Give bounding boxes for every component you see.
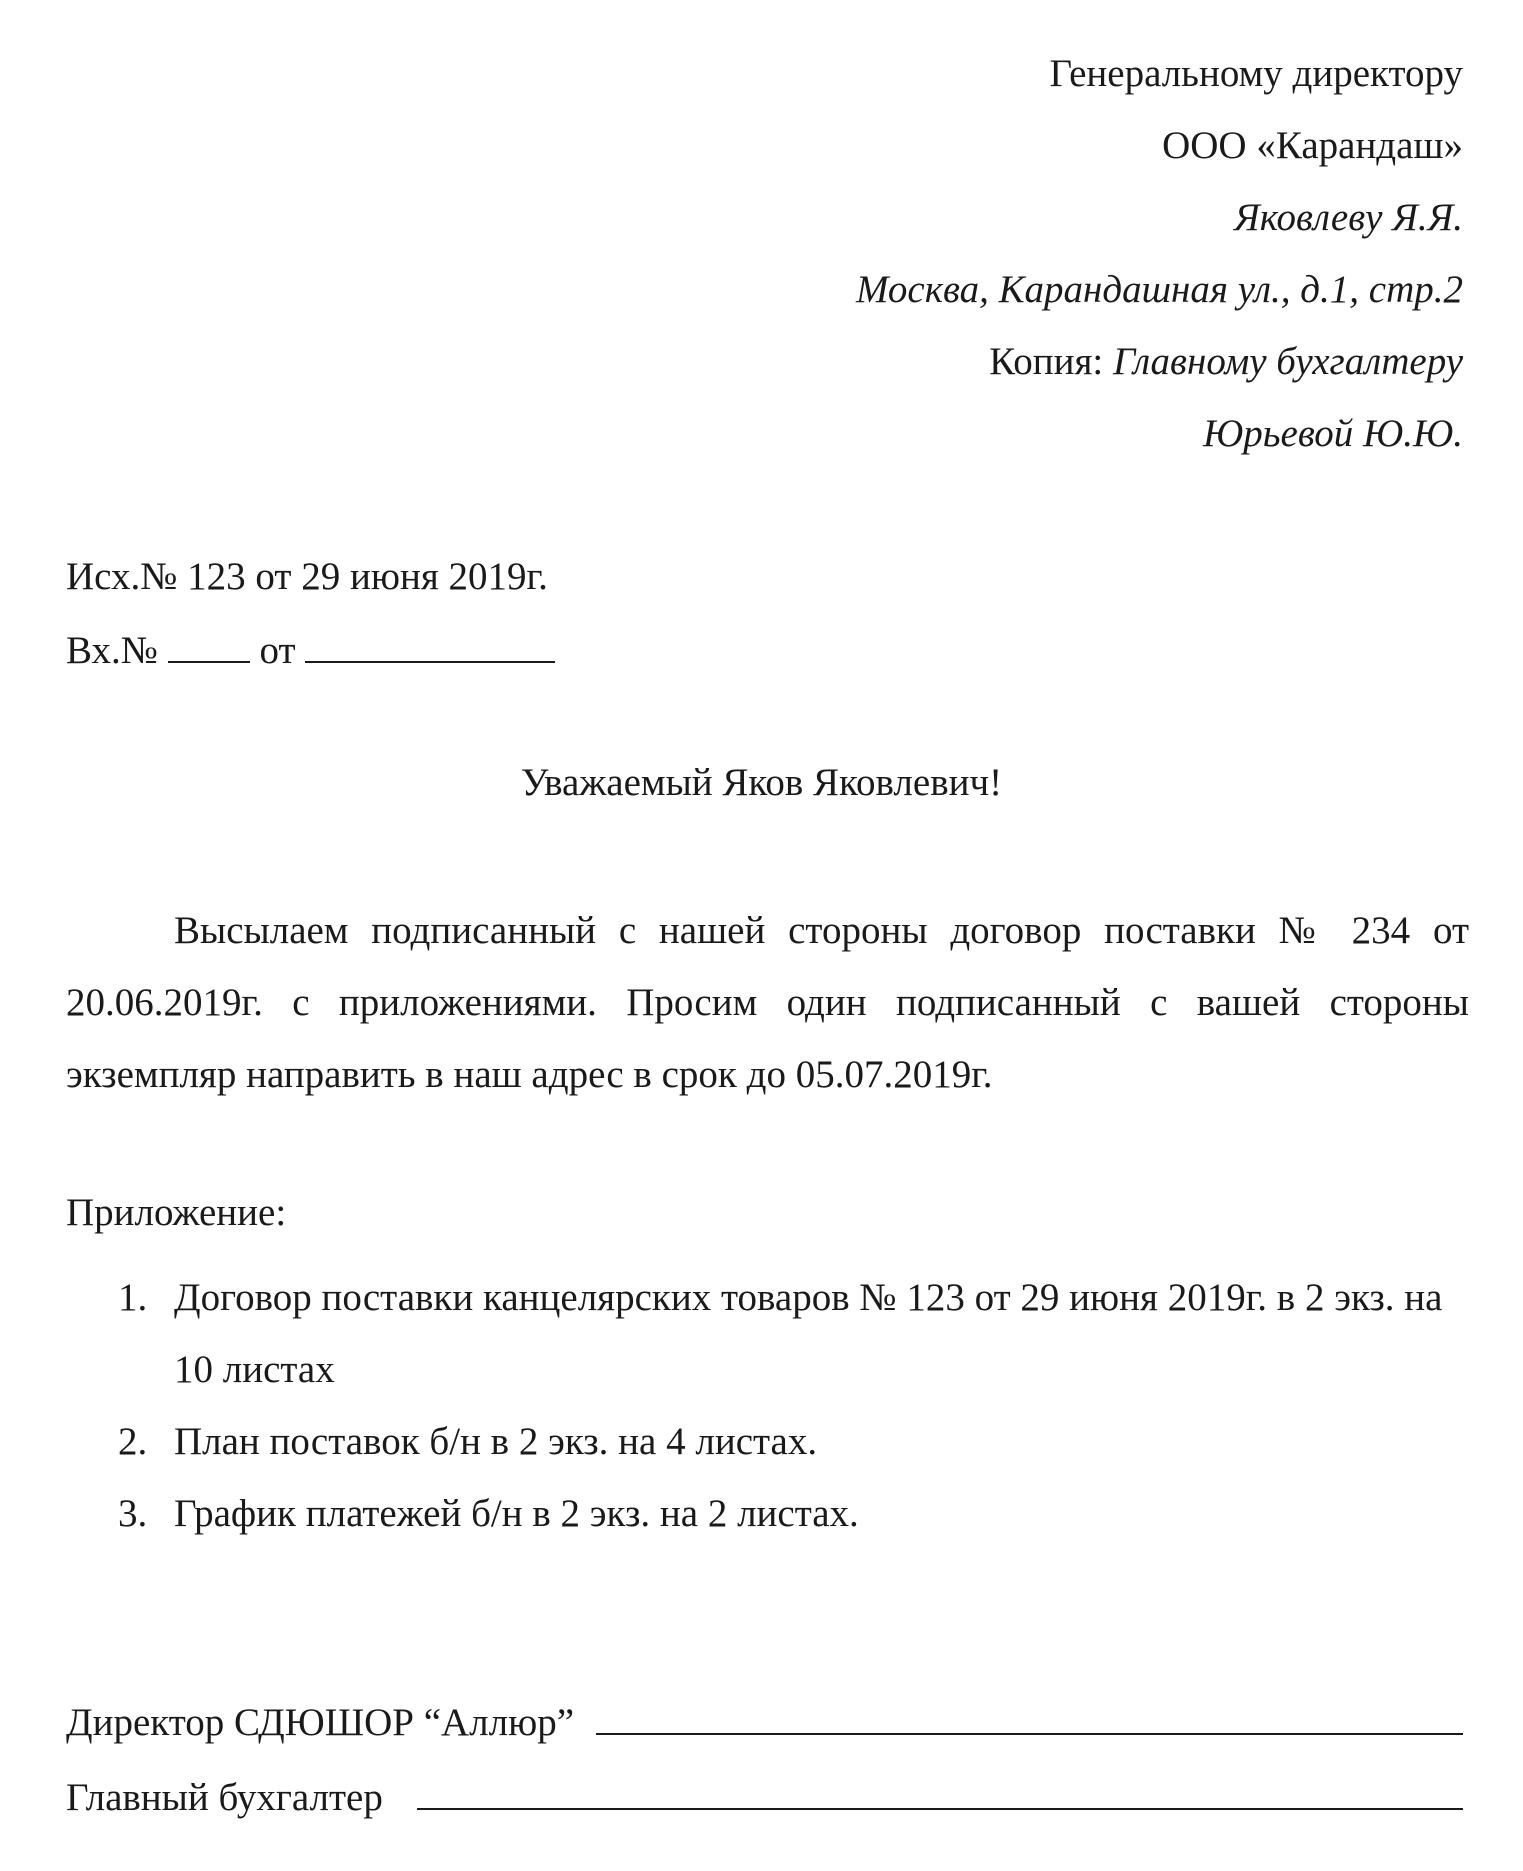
list-item — [66, 1478, 1456, 1550]
list-item — [66, 1406, 1456, 1478]
list-item-text: План поставок б/н в 2 экз. на 4 листах. — [174, 1420, 818, 1463]
copy-recipient-position: Главному бухгалтеру — [1112, 340, 1463, 383]
director-signature-line — [596, 1703, 1463, 1735]
accountant-signature-row — [66, 1775, 1463, 1820]
recipient-block — [563, 38, 1463, 470]
attachments-title: Приложение: — [66, 1191, 287, 1234]
incoming-number-line — [66, 614, 555, 688]
greeting: Уважаемый Яков Яковлевич! — [520, 761, 1003, 804]
list-item-number: 2. — [118, 1420, 148, 1463]
list-item-number: 1. — [118, 1276, 148, 1319]
incoming-date-blank — [305, 631, 555, 663]
copy-recipient-name: Юрьевой Ю.Ю. — [1203, 412, 1463, 455]
recipient-address: Москва, Карандашная ул., д.1, стр.2 — [855, 268, 1463, 311]
letter-body: Высылаем подписанный с нашей стороны договор поставки № 234 от 20.06.2019г. с приложениями. Просим один подписанный с вашей стороны экземпляр направить в наш адрес в срок до 05.07.2019г. — [66, 909, 1469, 1096]
registration-block — [66, 540, 555, 688]
director-title: Директор СДЮШОР “Аллюр” — [66, 1701, 575, 1744]
outgoing-number: Исх.№ 123 от 29 июня 2019г. — [66, 555, 548, 598]
director-signature-row — [66, 1700, 1463, 1745]
attachments-list — [66, 1262, 1456, 1550]
recipient-name: Яковлеву Я.Я. — [1234, 196, 1463, 239]
list-item-text: Договор поставки канцелярских товаров № 123 от 29 июня 2019г. в 2 экз. на 10 листах — [174, 1276, 1443, 1391]
incoming-label: Вх.№ — [66, 629, 158, 672]
list-item-text: График платежей б/н в 2 экз. на 2 листах. — [174, 1492, 859, 1535]
recipient-position: Генеральному директору — [1049, 52, 1463, 95]
accountant-signature-line — [417, 1778, 1463, 1810]
list-item — [66, 1262, 1456, 1406]
incoming-number-blank — [168, 631, 250, 663]
accountant-title: Главный бухгалтер — [66, 1776, 383, 1819]
recipient-company: ООО «Карандаш» — [1162, 124, 1463, 167]
list-item-number: 3. — [118, 1492, 148, 1535]
copy-line — [563, 326, 1463, 398]
copy-label: Копия: — [989, 340, 1104, 383]
incoming-from-label: от — [259, 629, 296, 672]
